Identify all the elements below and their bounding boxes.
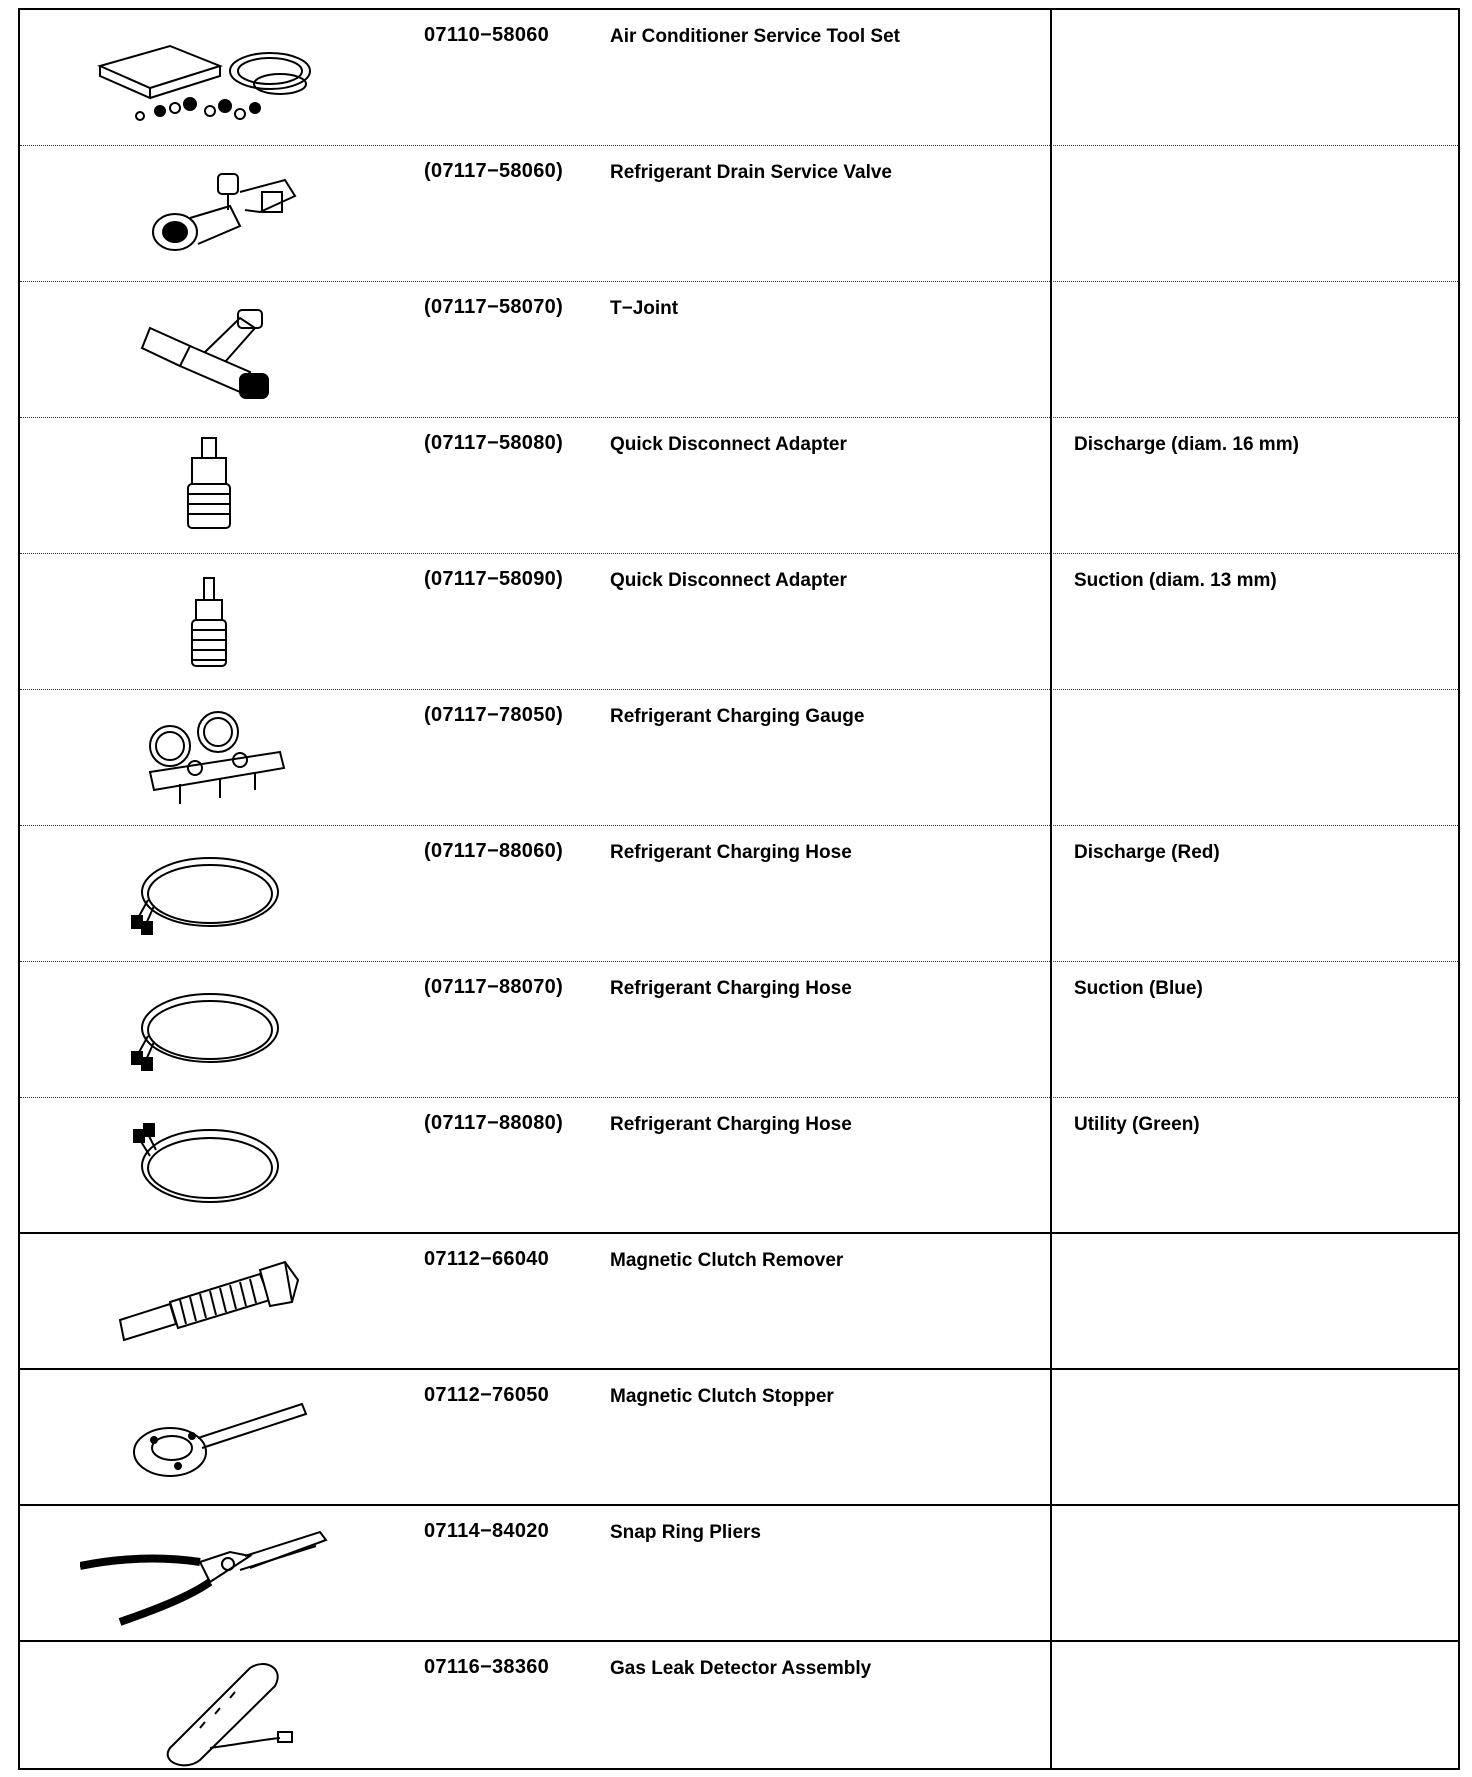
table-row (20, 1370, 1458, 1506)
part-number: (07117−58070) (424, 296, 564, 318)
part-number: (07117−58060) (424, 160, 564, 182)
part-note: Suction (diam. 13 mm) (1074, 570, 1277, 591)
part-number: 07114−84020 (424, 1520, 550, 1542)
part-name: Magnetic Clutch Stopper (610, 1386, 834, 1407)
part-number: 07116−38360 (424, 1656, 550, 1678)
part-number: 07112−76050 (424, 1384, 550, 1406)
part-name: Refrigerant Charging Gauge (610, 706, 865, 727)
clutch-stopper-icon (80, 1376, 340, 1500)
table-row (20, 418, 1458, 554)
part-note: Utility (Green) (1074, 1114, 1200, 1135)
table-row (20, 146, 1458, 282)
t-joint-icon (80, 288, 340, 412)
table-row (20, 1506, 1458, 1642)
tool-table (18, 8, 1460, 1770)
part-name: Refrigerant Charging Hose (610, 978, 852, 999)
part-number: 07112−66040 (424, 1248, 550, 1270)
part-name: T−Joint (610, 298, 679, 319)
adapter-large-icon (80, 424, 340, 548)
charging-gauge-icon (80, 696, 340, 820)
part-number: (07117−88070) (424, 976, 564, 998)
adapter-small-icon (80, 560, 340, 684)
part-name: Refrigerant Drain Service Valve (610, 162, 892, 183)
part-note: Suction (Blue) (1074, 978, 1203, 999)
table-row (20, 826, 1458, 962)
part-name: Snap Ring Pliers (610, 1522, 761, 1543)
snap-ring-pliers-icon (80, 1512, 340, 1636)
part-name: Refrigerant Charging Hose (610, 1114, 852, 1135)
part-number: (07117−58080) (424, 432, 564, 454)
table-row (20, 1642, 1458, 1770)
part-number: (07117−88060) (424, 840, 564, 862)
part-name: Magnetic Clutch Remover (610, 1250, 844, 1271)
hose-icon (80, 968, 340, 1092)
table-row (20, 554, 1458, 690)
part-name: Air Conditioner Service Tool Set (610, 26, 900, 47)
table-row (20, 1234, 1458, 1370)
part-number: 07110−58060 (424, 24, 550, 46)
tool-set-case-icon (80, 16, 340, 140)
table-row (20, 962, 1458, 1098)
part-name: Quick Disconnect Adapter (610, 570, 847, 591)
part-name: Quick Disconnect Adapter (610, 434, 847, 455)
clutch-remover-icon (80, 1240, 340, 1364)
part-name: Refrigerant Charging Hose (610, 842, 852, 863)
part-number: (07117−58090) (424, 568, 564, 590)
table-row (20, 10, 1458, 146)
part-number: (07117−78050) (424, 704, 564, 726)
hose-icon (80, 1104, 340, 1228)
table-row (20, 690, 1458, 826)
table-row (20, 282, 1458, 418)
part-note: Discharge (diam. 16 mm) (1074, 434, 1299, 455)
hose-icon (80, 832, 340, 956)
part-note: Discharge (Red) (1074, 842, 1220, 863)
part-number: (07117−88080) (424, 1112, 564, 1134)
gas-leak-detector-icon (80, 1648, 340, 1772)
part-name: Gas Leak Detector Assembly (610, 1658, 872, 1679)
drain-valve-icon (80, 152, 340, 276)
table-row (20, 1098, 1458, 1234)
